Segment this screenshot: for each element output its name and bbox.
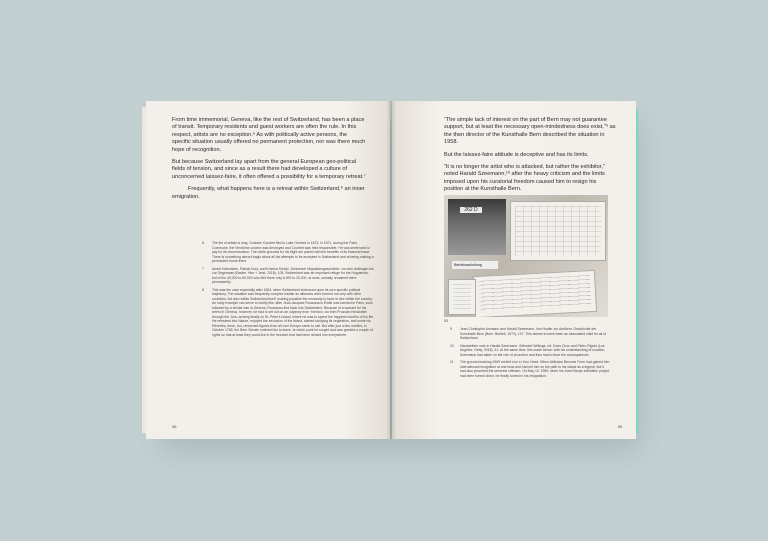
archive-photo — [444, 195, 608, 317]
footnote-text: André Holenstein, Patrick Kury, and Kristina Schulz, Schweizer Migrationsgeschichte: von den Anfängen bis zur Gegenwart (Baden: Hier + Jetzt, 2018), 105. Switzerland was an important refuge for the Huguenots, but of the 40,000 to 60,000 who fled there only 6,000 to 20,000, at most, actually remained there permanently. — [212, 266, 374, 284]
page-number-left: 36 — [172, 424, 177, 429]
footnote — [450, 360, 610, 378]
footnote — [450, 327, 610, 341]
footnote — [450, 344, 610, 358]
left-page — [146, 101, 390, 439]
right-paragraph: But the laissez-faire attitude is deceptive and has its limits. — [444, 151, 589, 158]
car-photo-print — [448, 199, 506, 255]
footnote-text: Handwritten note in Harald Szeemann, Selected Writings, ed. Doris Chon and Pietro Rigolo (Los Angeles: Getty, 2018), 31. At the same time, this made sense: with his understanding of curation, Szeemann had taken on the role of an author and thus had to bear the consequences. — [460, 343, 606, 357]
left-paragraph: Frequently, what happens here is a retreat within Switzerland,⁸ an inner emigration. — [172, 186, 365, 200]
right-footnotes — [450, 327, 610, 381]
left-paragraph: But because Switzerland lay apart from the general European geo-political fields of tension, and since as a result there had developed a culture of unconcerned laissez-faire, it often offered a possibility for a temporary retreat.⁷ — [172, 159, 366, 180]
page-number-right: 39 — [617, 424, 622, 429]
footnote-number: 8 — [202, 287, 204, 292]
letter-document — [473, 270, 597, 317]
footnote-text: Jean-Christophe Ammann and Harald Szeemann, Von Hodler zur Antiform. Geschichte der Kunsthalle Bern (Bern: Benteli, 1970), 137. This seems to have been an associated valid for all of Switzerland. — [460, 327, 607, 340]
footnote-text: The ground-breaking 1969 exhibit Live in Your Head: When Attitudes Become Form had gained him international recognition at one blow and had set him on the path to his status as a legend, but it had also provoked the severest criticism. On May 10, 1969, when his Josef Beuys exhibition project had been turned down, he finally turned in his resignation. — [460, 360, 610, 378]
manual-label: Betriebsanleitung — [452, 261, 498, 269]
open-book — [146, 101, 636, 439]
small-document — [448, 279, 476, 315]
left-footnotes — [202, 241, 374, 340]
footnote — [202, 267, 374, 285]
photo-caption-number: 03 — [444, 319, 448, 323]
right-paragraph: “The simple lack of interest on the part of Bern may not guarantee support, but at least the necessary open-mindedness does exist,”⁹ as the then director of the Kunsthalle Bern described the situation in 1958. — [444, 117, 616, 146]
right-page — [392, 101, 636, 439]
footnote-number: 6 — [202, 241, 204, 245]
footnote — [202, 288, 374, 338]
footnote — [202, 241, 374, 264]
book-gutter — [386, 101, 396, 439]
footnote-number: 10 — [450, 343, 454, 348]
right-body-text — [444, 117, 616, 199]
footnote-number: 7 — [202, 266, 204, 271]
footnote-text: This was the case especially after 1684, when Switzerland embraced upon its own specific political trajectory. The situation was frequently complex insofar as alliances were formed not only with other countries, but also within Switzerland itself, making possible the necessity to have to flee within the country. An early example can serve to clarify this: after Jean-Jacques Rousseau's Émile was banned in Paris, soon followed by a similar ban in Geneva, Rousseau fled back into Switzerland. Because of a warrant for his arrest in Geneva, however, he had to set out on an odyssey from Yverdon, via then Prussian Neuchâtel through the Jura, arriving finally on St. Peter's Island, where he was to spend the happiest months of his life. He retreated into Nature, enjoyed the seclusion of the island, started studying its vegetation, and wrote his Rêveries; there, too, renowned figures from all over Europe came to call. But after just a few months, in October 1765, the Bern Senate ordered him to leave, at which point he sought and was granted a couple of rights so that at least they could live in the freedom that had been denied him everywhere. — [212, 287, 374, 337]
car-number-plate: 262 D — [460, 207, 482, 213]
footnote-number: 11 — [450, 360, 454, 364]
footnote-text: The list of artists is long. Gustave Courbet fled to Lake Geneva in 1873, in 1871, during the Paris Commune, the Vendôme column was destroyed and Courbet was held responsible. He was sentenced to pay for its reconstruction. The noble grounds for his flight are paired with the benefits of its financial issue. There is something almost tragic about all his attempts to be accepted in Switzerland and at being making a permanent home there. — [212, 241, 374, 263]
left-paragraph: From time immemorial, Geneva, like the rest of Switzerland, has been a place of transit. Temporary residents and guest workers are often the rule. In this respect, artists are no exception.⁶ As with politically active persons, the specific situation usually offered no permanent protection, nor was there much hope of recognition. — [172, 117, 366, 153]
form-document — [510, 201, 606, 261]
right-paragraph: “It is no longer the artist who is attacked, but rather the exhibitor,” noted Harald Szeemann,¹⁰ after the heavy criticism and the limits imposed upon his curatorial freedom caused him to resign his position at the Kunsthalle Bern. — [444, 164, 605, 193]
left-body-text — [172, 117, 366, 206]
footnote-number: 9 — [450, 327, 452, 331]
